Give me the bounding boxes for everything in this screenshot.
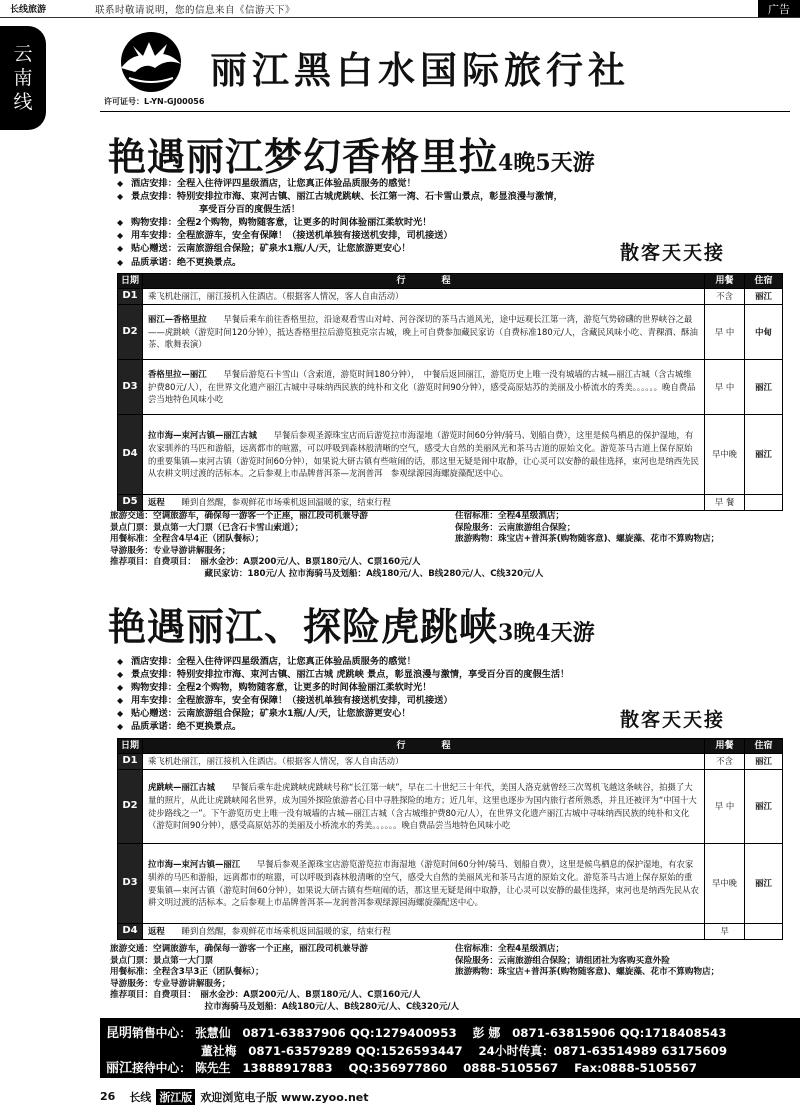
day-meal: 早 餐: [705, 495, 745, 511]
kunming-label-suffix: 销售中心：: [132, 1026, 192, 1040]
day-label: D2: [118, 770, 143, 844]
info-right: 保险服务：云南旅游组合保险；请组团社为客购买意外险: [455, 955, 670, 966]
day-desc: [143, 924, 705, 940]
highlight-cont: 享受百分百的度假生活！: [199, 204, 301, 216]
tour1-itinerary-table: [117, 273, 783, 511]
info-row: [110, 523, 790, 535]
top-notice: 联系时敬请说明，您的信息来自《信游天下》: [95, 4, 296, 16]
contact-row-lijiang: [106, 1060, 800, 1078]
day-meal: 不含: [705, 754, 745, 770]
agency-name: 丽江黑白水国际旅行社: [210, 48, 630, 92]
contact-entry: 张慧仙 0871-63837906 QQ:1279400953: [195, 1026, 457, 1040]
highlight-item: ◆ 用车安排：全程旅游车，安全有保障！（接送机单独有接送机安排，司机接送）: [117, 694, 737, 707]
contact-entry: 陈先生 13888917883 QQ:356977860: [195, 1061, 448, 1075]
day-hotel: 丽江: [745, 754, 783, 770]
highlight-item: ◆ 贴心赠送：云南旅游组合保险；矿泉水1瓶/人/天，让您旅游更安心！: [117, 707, 737, 720]
highlight-item: ◆ 景点安排：特别安排拉市海、束河古镇、丽江古城 虎跳峡 景点，彰显浪漫与激情，享受百分百的度假生活！: [117, 668, 737, 681]
day-desc: 乘飞机赴丽江，丽江接机入住酒店。（根据客人情况，客人自由活动）: [143, 754, 705, 770]
info-left: 旅游交通：空调旅游车，确保每一游客一个正座，丽江段司机兼导游: [110, 511, 368, 521]
tour2-itinerary-table: [117, 738, 783, 940]
table-row: [118, 754, 783, 770]
day-desc: [143, 360, 705, 415]
day-text: 睡到自然醒，参观鲜花市场乘机返回温暖的家，结束行程: [164, 926, 391, 936]
col-day: 日期: [118, 274, 143, 289]
highlight-item: ◆ 酒店安排：全程入住待评四星级酒店，让您真正体验品质服务的感觉！: [117, 177, 637, 190]
info-row: [110, 546, 790, 558]
day-desc: [143, 770, 705, 844]
day-label: D3: [118, 844, 143, 924]
col-meal: 用餐: [705, 274, 745, 289]
table-row: [118, 415, 783, 495]
tour2-service-info: [110, 944, 790, 1014]
col-itinerary: 行 程: [143, 274, 705, 289]
info-row: [110, 1002, 790, 1014]
tour1-service-info: [110, 511, 790, 581]
day-label: D5: [118, 495, 143, 511]
side-tab-char: 线: [13, 91, 33, 113]
agency-emblem-icon: [115, 28, 187, 96]
info-left: 导游服务：专业导游讲解服务；: [110, 545, 231, 556]
contact-panel: [100, 1018, 800, 1078]
table-row: [118, 924, 783, 940]
highlight-item: [117, 190, 637, 216]
highlight-item: ◆ 品质承诺：绝不更换景点。: [117, 256, 637, 269]
day-label: D2: [118, 305, 143, 360]
col-day: 日期: [118, 739, 143, 754]
day-hotel: 丽江: [745, 844, 783, 924]
tour1-highlights: [117, 177, 637, 269]
ad-label: 广告: [758, 0, 800, 17]
day-desc: [143, 844, 705, 924]
lijiang-label: 丽江: [106, 1061, 133, 1076]
day-meal: 早中晚: [705, 415, 745, 495]
info-row: [110, 990, 790, 1002]
day-text: 早餐后乘车前往香格里拉，沿途观看雪山对峙、河谷深切的茶马古道风光，途中远观长江第一湾，游览气势磅礴的世界峡谷之最——虎跳峡（游览时间120分钟），抵达香格里拉后游览独克宗古城，晚上可自费参加藏民家访（自费标准180元/人，含藏民风味小吃、青稞酒、酥油茶、歌舞表演）: [148, 313, 698, 350]
day-route: 丽江—香格里拉: [148, 313, 207, 324]
day-meal: 早 中: [705, 770, 745, 844]
contact-row-kunming: [106, 1025, 800, 1043]
highlight-item: ◆ 用车安排：全程旅游车，安全有保障！（接送机单独有接送机安排，司机接送）: [117, 229, 637, 242]
day-route: 拉市海—束河古镇—丽江: [148, 858, 241, 869]
day-label: D1: [118, 754, 143, 770]
website-link[interactable]: 欢迎浏览电子版 www.zyoo.net: [200, 1090, 369, 1104]
info-left: 景点门票：景点第一大门票（已含石卡雪山索道）；: [110, 522, 304, 533]
edition-badge: 浙江版: [156, 1089, 195, 1105]
info-right: 保险服务：云南旅游组合保险；: [455, 522, 576, 533]
tour1-title: [108, 126, 595, 181]
col-itinerary: 行 程: [143, 739, 705, 754]
tour2-daily-departure: 散客天天接: [620, 709, 726, 731]
tour1-title-main: 艳遇丽江梦幻香格里拉: [108, 134, 499, 179]
day-meal: 早: [705, 924, 745, 940]
day-label: D1: [118, 289, 143, 305]
day-hotel: 丽江: [745, 770, 783, 844]
info-left: 旅游交通：空调旅游车，确保每一游客一个正座，丽江段司机兼导游: [110, 944, 368, 954]
day-text: 早餐后参观圣源珠宝店游览游览拉市海湿地（游览时间60分钟/骑马、划船自费），这里是候鸟栖息的保护湿地，有农家驯养的马匹和游船，远离都市的喧嚣，可以呼吸到森林般清晰的空气，感受大自然的美丽风光和茶马古道的原始文化。游览茶马古道上保存原始的重要集镇—束河古镇（游览时间60分钟），如果说大研古镇有些喧闹的话，那这里无疑是闹中取静，让心灵可以安静的最佳选择，束河也是纳西先民从农耕文明过渡的活标本。之后参观上市品牌普洱茶—龙润普洱参观绿源园海螺旋藻配送中心。: [148, 858, 699, 908]
kunming-label: 昆明: [106, 1026, 133, 1041]
day-meal: 早 中: [705, 305, 745, 360]
day-route: 拉市海—束河古镇—丽江古城: [148, 429, 257, 440]
info-right: 旅游购物：珠宝店+普洱茶(购物随客意)、螺旋藻、花市不算购物店；: [455, 534, 720, 545]
agency-header: [100, 22, 790, 112]
table-row: [118, 289, 783, 305]
lijiang-label-suffix: 接待中心：: [132, 1061, 192, 1075]
day-hotel: 丽江: [745, 415, 783, 495]
tour1-title-days: 4晚5天游: [498, 150, 595, 176]
day-meal: 早 中: [705, 360, 745, 415]
tour2-title-days: 3晚4天游: [498, 620, 595, 646]
day-hotel: 中甸: [745, 305, 783, 360]
contact-entry: 彭 娜 0871-63815906 QQ:1718408543: [472, 1026, 727, 1040]
info-left: 藏民家访：180元/人 拉市海骑马及划船：A线180元/人、B线280元/人、C线320元/人: [110, 568, 544, 579]
day-route: 虎跳峡—丽江古城: [148, 781, 215, 792]
tour2-title-main: 艳遇丽江、探险虎跳峡: [108, 604, 499, 649]
table-row: [118, 495, 783, 511]
highlight-item: ◆ 贴心赠送：云南旅游组合保险；矿泉水1瓶/人/天，让您旅游更安心！: [117, 242, 637, 255]
table-row: [118, 844, 783, 924]
day-text: 睡到自然醒，参观鲜花市场乘机返回温暖的家，结束行程: [164, 497, 391, 507]
info-left: 景点门票：景点第一大门票: [110, 955, 214, 966]
col-hotel: 住宿: [745, 274, 783, 289]
info-left: 推荐项目：自费项目： 丽水金沙：A票200元/人、B票180元/人、C票160元/人: [110, 557, 421, 568]
info-left: 用餐标准：全程含3早3正（团队餐标）；: [110, 967, 264, 978]
day-label: D3: [118, 360, 143, 415]
info-row: [110, 557, 790, 569]
table-row: [118, 360, 783, 415]
day-hotel: 丽江: [745, 289, 783, 305]
day-text: 早餐后游览石卡雪山（含索道，游览时间180分钟）， 中餐后返回丽江，游览历史上唯一没有城墙的古城—丽江古城（含古城维护费80元/人），在世界文化遗产丽江古城中寻味纳西民族的纯朴和文化（游览时间90分钟），感受高原姑苏的美丽及小桥流水的秀美。。。。。。晚自费品尝当地特色风味小吃: [148, 368, 696, 405]
day-route: 返程: [148, 497, 165, 507]
day-hotel: 丽江: [745, 360, 783, 415]
top-bar: [0, 0, 800, 18]
highlight-item: ◆ 购物安排：全程2个购物，购物随客意，让更多的时间体验丽江柔软时光！: [117, 681, 737, 694]
day-text: 早餐后参观圣源珠宝店而后游览拉市海湿地（游览时间60分钟/骑马、划船自费），这里是候鸟栖息的保护湿地，有农家驯养的马匹和游船，远离都市的喧嚣，可以呼吸到森林般清晰的空气，感受大自然的美丽风光和茶马古道的原始文化。游览茶马古道上保存原始的重要集镇—束河古镇（游览时间60分钟），如果说大研古镇有些喧闹的话，那这里无疑是闹中取静，让心灵可以安静的最佳选择，束河也是纳西先民从农耕文明过渡的活标本。之后参观上市品牌普洱茶—龙润普洱 参观绿源园海螺旋藻配送中心。: [148, 429, 699, 479]
tour1-daily-departure: 散客天天接: [620, 242, 726, 264]
info-left: 拉市海骑马及划船：A线180元/人、B线280元/人、C线320元/人: [110, 1001, 460, 1012]
side-tab-char: 云: [13, 43, 33, 65]
info-right: 住宿标准：全程4星级酒店；: [455, 944, 565, 954]
day-hotel: [745, 924, 783, 940]
info-row: [110, 511, 790, 523]
info-right: 旅游购物：珠宝店+普洱茶(购物随客意)、螺旋藻、花市不算购物店；: [455, 967, 720, 978]
license-number: 许可证号：L-YN-GJ00056: [104, 97, 205, 106]
info-row: [110, 979, 790, 991]
highlight-item: ◆ 品质承诺：绝不更换景点。: [117, 720, 737, 733]
contact-entry: 24小时传真：0871-63514989 63175609: [478, 1043, 728, 1058]
table-row: [118, 770, 783, 844]
day-route: 返程: [148, 926, 165, 936]
info-row: [110, 944, 790, 956]
info-left: 导游服务：专业导游讲解服务；: [110, 978, 231, 989]
col-hotel: 住宿: [745, 739, 783, 754]
publication-logo: 长线旅游: [10, 5, 47, 15]
info-right: 住宿标准：全程4星级酒店；: [455, 511, 565, 521]
tour2-title: [108, 596, 595, 651]
highlight-item: ◆ 酒店安排：全程入住待评四星级酒店，让您真正体验品质服务的感觉！: [117, 655, 737, 668]
section-name: 长线: [129, 1090, 152, 1104]
contact-entry: 0888-5105567 Fax:0888-5105567: [463, 1061, 698, 1075]
side-tab-char: 南: [13, 67, 33, 89]
col-meal: 用餐: [705, 739, 745, 754]
info-left: 用餐标准：全程含4早4正（团队餐标）；: [110, 534, 264, 545]
day-meal: 早中晚: [705, 844, 745, 924]
day-route: 香格里拉—丽江: [148, 368, 207, 379]
day-desc: [143, 495, 705, 511]
info-row: [110, 569, 790, 581]
day-text: 早餐后乘车赴虎跳峡虎跳峡号称“长江第一峡”，早在二十世纪三十年代，美国人洛克就曾经三次驾机飞越这条峡谷，拍摄了大量的照片，从此让虎跳峡闻名世界，成为国外探险旅游者心目中寻胜探险的地方；近几年，这里也逐步为国内旅行者所熟悉，并且还被评为“中国十大徒步路线之一”。下午游览历史上唯一没有城墙的古城—丽江古城（含古城维护费80元/人），在世界文化遗产丽江古城中寻味纳西民族的纯朴和文化（游览时间90分钟），感受高原姑苏的美丽及小桥流水的秀美。。。。。。晚自费品尝当地特色风味小吃: [148, 781, 697, 831]
info-row: [110, 534, 790, 546]
page-footer: [100, 1088, 800, 1105]
contact-entry: 董社梅 0871-63579289 QQ:1526593447: [201, 1043, 463, 1058]
table-row: [118, 305, 783, 360]
yunnan-line-tab: [0, 26, 46, 130]
day-desc: [143, 305, 705, 360]
info-row: [110, 956, 790, 968]
day-label: D4: [118, 924, 143, 940]
day-desc: 乘飞机赴丽江，丽江接机入住酒店。（根据客人情况，客人自由活动）: [143, 289, 705, 305]
page-number: 26: [100, 1090, 116, 1103]
info-left: 推荐项目：自费项目： 丽水金沙：A票200元/人、B票180元/人、C票160元/人: [110, 990, 421, 1001]
day-label: D4: [118, 415, 143, 495]
day-meal: 不含: [705, 289, 745, 305]
info-row: [110, 967, 790, 979]
day-desc: [143, 415, 705, 495]
highlight-text: 景点安排：特别安排拉市海、束河古镇、丽江古城虎跳峡、长江第一湾、石卡雪山景点，彰显浪漫与激情，: [131, 191, 563, 203]
highlight-item: ◆ 购物安排：全程2个购物，购物随客意，让更多的时间体验丽江柔软时光！: [117, 216, 637, 229]
day-hotel: [745, 495, 783, 511]
contact-row-kunming-2: [106, 1043, 800, 1061]
